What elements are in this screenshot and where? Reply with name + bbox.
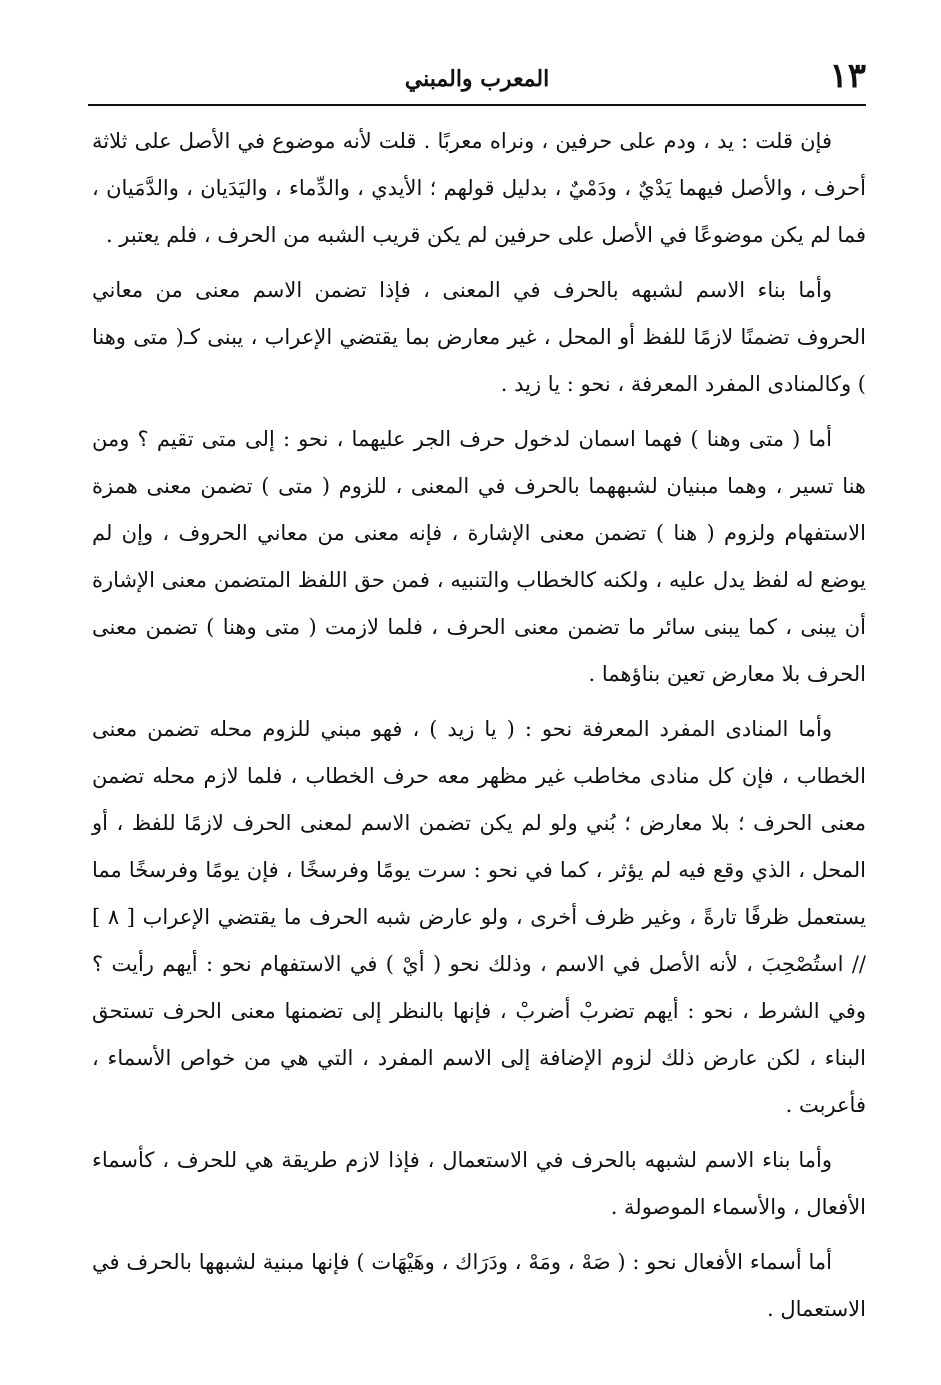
paragraph: فإن قلت : يد ، ودم على حرفين ، ونراه معربًا . قلت لأنه موضوع في الأصل على ثلاثة أحرف ، والأصل فيهما يَدْيٌ ، ودَمْيٌ ، بدليل قولهم ؛ الأيدي ، والدِّماء ، واليَدَيان ، والدَّمَيان ، فما لم يكن موضوعًا في الأصل على حرفين لم يكن قريب الشبه من الحرف ، فلم يعتبر . [92, 129, 866, 247]
running-title: المعرب والمبني [404, 66, 550, 92]
paragraph: أما أسماء الأفعال نحو : ( صَهْ ، ومَهْ ، ودَرَاك ، وهَيْهَات ) فإنها مبنية لشبهها بالحرف في الاستعمال . [92, 1250, 866, 1321]
page-number: ١٣ [829, 56, 866, 96]
paragraph: وأما بناء الاسم لشبهه بالحرف في المعنى ، فإذا تضمن الاسم معنى من معاني الحروف تضمنًا لازمًا للفظ أو المحل ، غير معارض بما يقتضي الإعراب ، يبنى كـ( متى وهنا ) وكالمنادى المفرد المعرفة ، نحو : يا زيد . [92, 278, 866, 396]
body-text [92, 118, 866, 1341]
paragraph: أما ( متى وهنا ) فهما اسمان لدخول حرف الجر عليهما ، نحو : إلى متى تقيم ؟ ومن هنا تسير ، وهما مبنيان لشبههما بالحرف في المعنى ، للزوم ( متى ) تضمن معنى همزة الاستفهام ولزوم ( هنا ) تضمن معنى الإشارة ، فإنه معنى من معاني الحروف ، وإن لم يوضع له لفظ يدل عليه ، ولكنه كالخطاب والتنبيه ، فمن حق اللفظ المتضمن معنى الإشارة أن يبنى ، كما يبنى سائر ما تضمن معنى الحرف ، فلما لازمت ( متى وهنا ) تضمن معنى الحرف بلا معارض تعين بناؤهما . [92, 427, 866, 686]
header-rule [88, 104, 866, 106]
paragraph: وأما بناء الاسم لشبهه بالحرف في الاستعمال ، فإذا لازم طريقة هي للحرف ، كأسماء الأفعال ، والأسماء الموصولة . [92, 1148, 866, 1219]
paragraph: وأما المنادى المفرد المعرفة نحو : ( يا زيد ) ، فهو مبني للزوم محله تضمن معنى الخطاب ، فإن كل منادى مخاطب غير مظهر معه حرف الخطاب ، فلما لازم محله تضمن معنى الحرف ؛ بلا معارض ؛ بُني ولو لم يكن تضمن الاسم لمعنى الحرف لازمًا للفظ ، أو المحل ، الذي وقع فيه لم يؤثر ، كما في نحو : سرت يومًا وفرسخًا ، فإن يومًا وفرسخًا مما يستعمل ظرفًا تارةً ، وغير ظرف أخرى ، ولو عارض شبه الحرف ما يقتضي الإعراب [ ٨ ] // استُصْحِبَ ، لأنه الأصل في الاسم ، وذلك نحو ( أيْ ) في الاستفهام نحو : أيهم رأيت ؟ وفي الشرط ، نحو : أيهم تضربْ أضربْ ، فإنها بالنظر إلى تضمنها معنى الحرف تستحق البناء ، لكن عارض ذلك لزوم الإضافة إلى الاسم المفرد ، التي هي من خواص الأسماء ، فأعربت . [92, 717, 866, 1117]
page-header [88, 56, 866, 104]
